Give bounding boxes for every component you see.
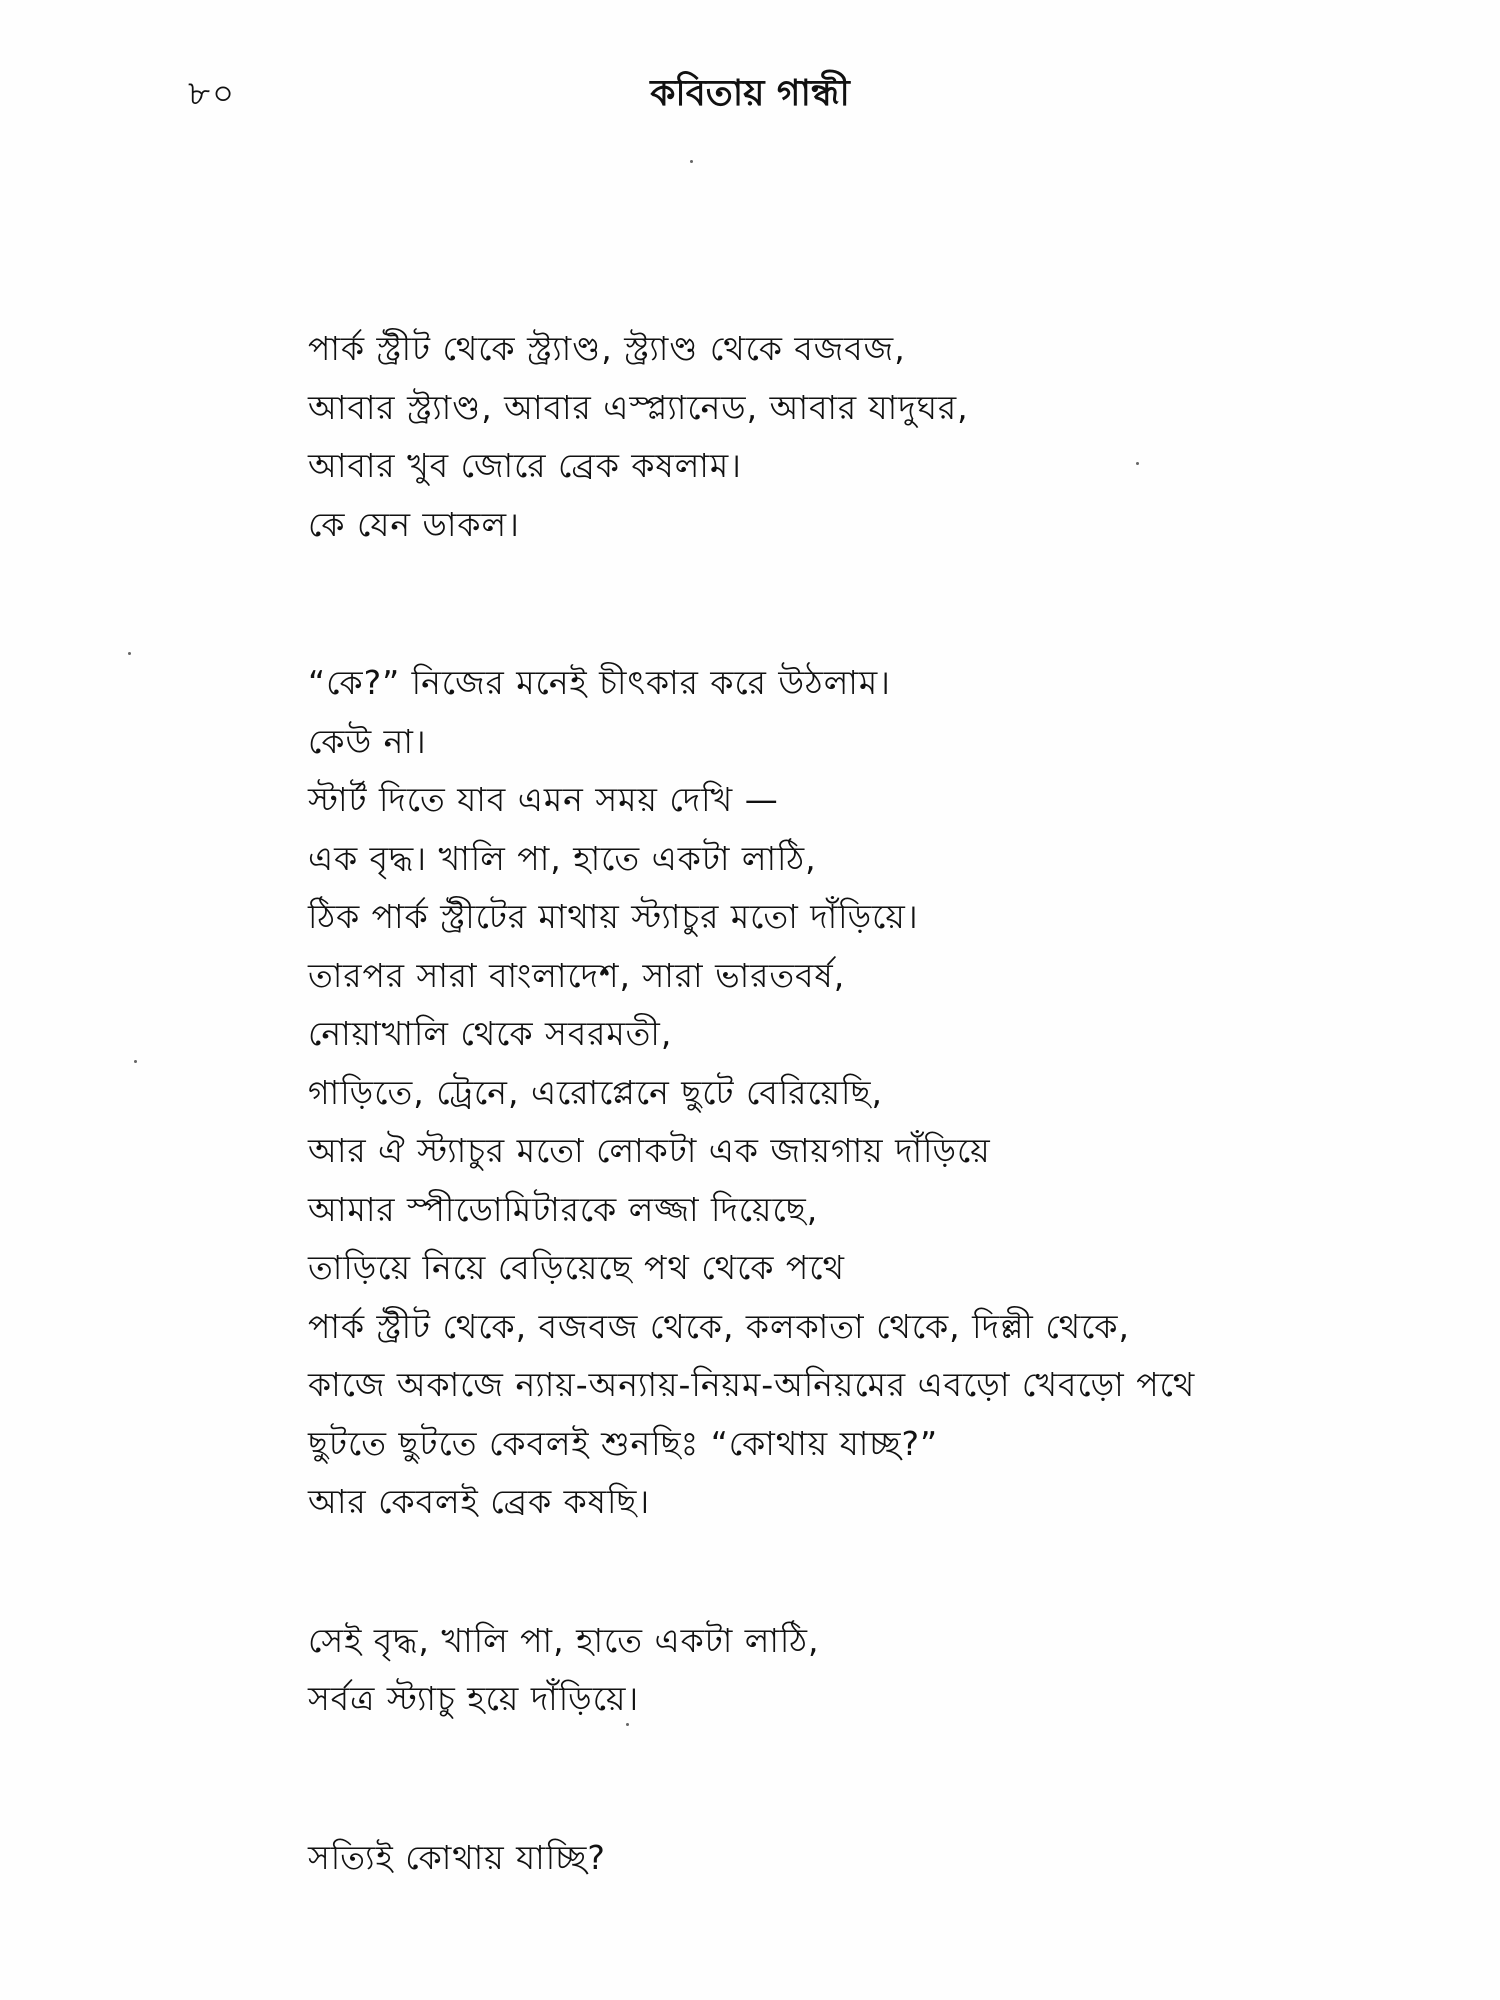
paper-speck bbox=[690, 160, 693, 163]
poem-line: তাড়িয়ে নিয়ে বেড়িয়েছে পথ থেকে পথে bbox=[308, 1248, 845, 1287]
poem-line: আবার স্ট্র্যাণ্ড, আবার এস্প্ল্যানেড, আবার যাদুঘর, bbox=[308, 387, 969, 427]
poem-body bbox=[308, 320, 1368, 1887]
poem-line: “কে?” নিজের মনেই চীৎকার করে উঠলাম। bbox=[308, 663, 891, 702]
poem-line: এক বৃদ্ধ। খালি পা, হাতে একটা লাঠি, bbox=[308, 838, 817, 878]
poem-line: নোয়াখালি থেকে সবরমতী, bbox=[308, 1014, 673, 1053]
paper-speck bbox=[128, 652, 131, 655]
poem-line: আমার স্পীডোমিটারকে লজ্জা দিয়েছে, bbox=[308, 1189, 819, 1229]
poem-line: কাজে অকাজে ন্যায়-অন্যায়-নিয়ম-অনিয়মের এবড়ো খেবড়ো পথে bbox=[308, 1365, 1196, 1404]
poem-line: ঠিক পার্ক স্ট্রীটের মাথায় স্ট্যাচুর মতো দাঁড়িয়ে। bbox=[308, 897, 919, 936]
stanza-3 bbox=[308, 1612, 1368, 1729]
poem-line: সর্বত্র স্ট্যাচু হয়ে দাঁড়িয়ে। bbox=[308, 1679, 640, 1718]
poem-line: স্টার্ট দিতে যাব এমন সময় দেখি — bbox=[308, 780, 779, 819]
stanza-gap bbox=[308, 1532, 1368, 1612]
poem-line: সত্যিই কোথায় যাচ্ছি? bbox=[308, 1837, 606, 1877]
stanza-gap bbox=[308, 1729, 1368, 1829]
poem-line: গাড়িতে, ট্রেনে, এরোপ্লেনে ছুটে বেরিয়েছি, bbox=[308, 1072, 883, 1112]
poem-line: তারপর সারা বাংলাদেশ, সারা ভারতবর্ষ, bbox=[308, 955, 846, 995]
poem-line: আবার খুব জোরে ব্রেক কষলাম। bbox=[308, 446, 742, 485]
poem-line: আর ঐ স্ট্যাচুর মতো লোকটা এক জায়গায় দাঁড়িয়ে bbox=[308, 1131, 991, 1170]
page-number: ৮০ bbox=[188, 74, 237, 114]
poem-line: কেউ না। bbox=[308, 721, 427, 761]
stanza-gap bbox=[308, 554, 1368, 654]
paper-speck bbox=[134, 1060, 137, 1063]
poem-line: পার্ক স্ট্রীট থেকে স্ট্র্যাণ্ড, স্ট্র্যাণ্ড থেকে বজবজ, bbox=[308, 329, 906, 368]
stanza-2 bbox=[308, 654, 1368, 1532]
poem-line: ছুটতে ছুটতে কেবলই শুনছিঃ “কোথায় যাচ্ছ?” bbox=[308, 1423, 939, 1463]
running-title: কবিতায় গান্ধী bbox=[650, 73, 850, 114]
stanza-1 bbox=[308, 320, 1368, 554]
poem-line: কে যেন ডাকল। bbox=[308, 504, 520, 544]
poem-line: আর কেবলই ব্রেক কষছি। bbox=[308, 1482, 651, 1521]
poem-line: সেই বৃদ্ধ, খালি পা, হাতে একটা লাঠি, bbox=[308, 1620, 820, 1660]
poem-line: পার্ক স্ট্রীট থেকে, বজবজ থেকে, কলকাতা থেকে, দিল্লী থেকে, bbox=[308, 1306, 1130, 1346]
stanza-4 bbox=[308, 1829, 1368, 1888]
